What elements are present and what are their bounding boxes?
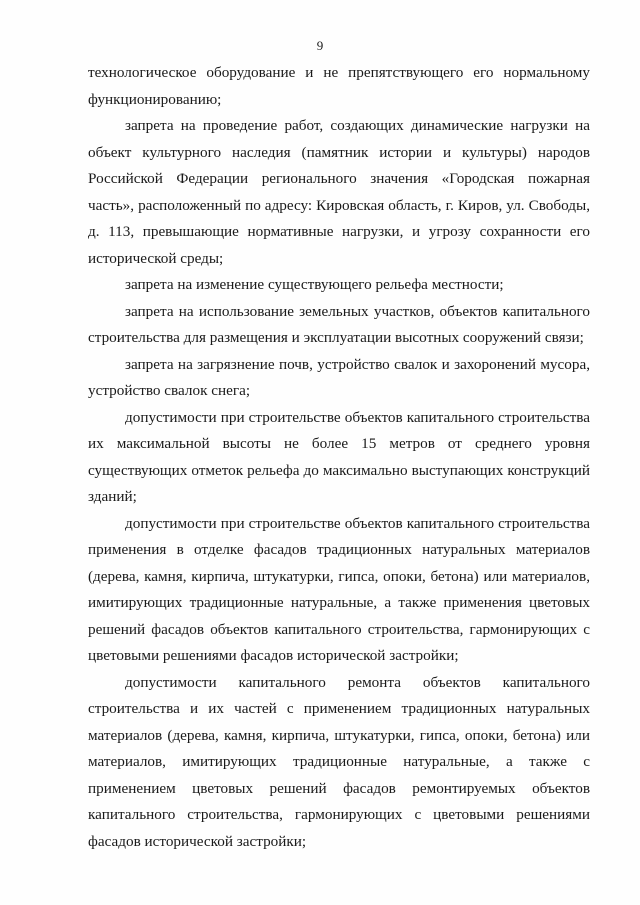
document-body bbox=[88, 60, 590, 855]
paragraph-8: допустимости капитального ремонта объектов капитального строительства и их частей с применением традиционных натуральных материалов (дерева, камня, кирпича, штукатурки, гипса, опоки, бетона) или материалов, имитирующих традиционные натуральные, а также с применением цветовых решений фасадов ремонтируемых объектов капитального строительства, гармонирующих с цветовыми решениями фасадов исторической застройки; bbox=[88, 673, 590, 850]
paragraph-6: допустимости при строительстве объектов капитального строительства их максимальной высоты не более 15 метров от среднего уровня существующих отметок рельефа до максимально выступающих конструкций зданий; bbox=[88, 408, 590, 505]
paragraph-7: допустимости при строительстве объектов капитального строительства применения в отделке фасадов традиционных натуральных материалов (дерева, камня, кирпича, штукатурки, гипса, опоки, бетона) или материалов, имитирующих традиционные натуральные, а также применения цветовых решений фасадов объектов капитального строительства, гармонирующих с цветовыми решениями фасадов исторической застройки; bbox=[88, 514, 590, 664]
paragraph-2: запрета на проведение работ, создающих динамические нагрузки на объект культурного наследия (памятник истории и культуры) народов Российской Федерации регионального значения «Городская пожарная часть», расположенный по адресу: Кировская область, г. Киров, ул. Свободы, д. 113, превышающие нормативные нагрузки, и угрозу сохранности его исторической среды; bbox=[88, 117, 590, 267]
paragraph-3: запрета на изменение существующего рельефа местности; bbox=[125, 276, 504, 293]
page-number: 9 bbox=[316, 38, 324, 53]
paragraph-4: запрета на использование земельных участков, объектов капитального строительства для размещения и эксплуатации высотных сооружений связи; bbox=[88, 302, 590, 346]
paragraph-1: технологическое оборудование и не препятствующего его нормальному функционированию; bbox=[88, 64, 590, 108]
paragraph-5: запрета на загрязнение почв, устройство свалок и захоронений мусора, устройство свалок снега; bbox=[88, 355, 590, 399]
